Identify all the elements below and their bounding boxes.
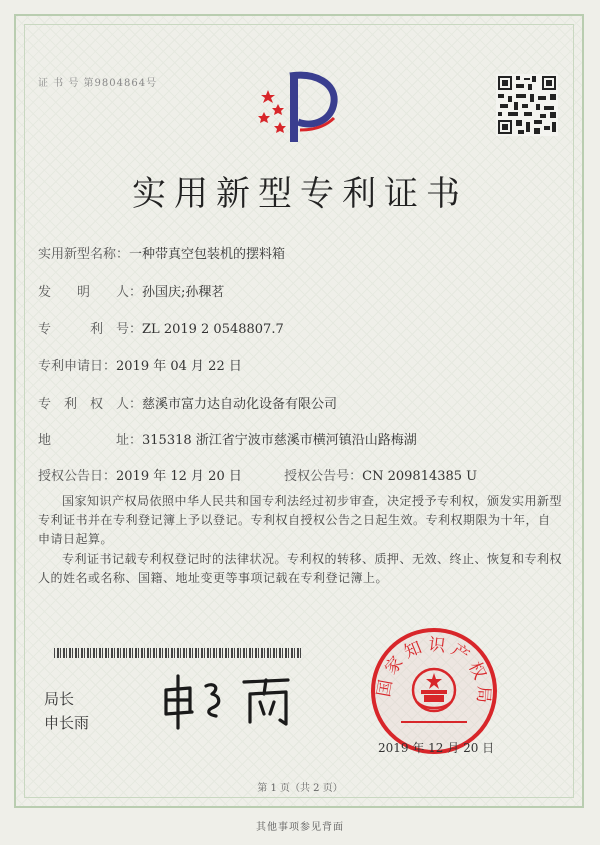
field-label: 专 利 号： [38,322,143,337]
field-inventor [38,281,224,300]
field-patentee [38,393,337,412]
announcement-number-label: 授权公告号： [284,469,363,484]
field-value: 315318 浙江省宁波市慈溪市横河镇沿山路梅湖 [142,433,417,448]
field-label: 专利申请日： [38,359,117,374]
announcement-number-value: CN 209814385 U [362,469,478,484]
field-label: 专 利 权 人： [38,397,143,412]
qr-code-icon [496,74,558,136]
field-label: 实用新型名称： [38,247,130,262]
field-value: 一种带真空包装机的摆料箱 [129,247,286,262]
seal-date: 2019 年 12 月 20 日 [378,741,495,755]
certificate-title: 实用新型专利证书 [132,174,468,214]
field-application-date [38,355,242,374]
page-number: 第 1 页（共 2 页） [257,783,343,794]
certificate-number: 证 书 号 第9804864号 [38,78,158,89]
seal-text: 国家知识产权局 [373,634,494,709]
director-title: 局长 [44,690,75,708]
field-announcement [38,465,477,484]
field-value: 慈溪市富力达自动化设备有限公司 [142,397,338,412]
field-address [38,429,417,448]
official-seal [369,626,499,756]
grant-statement: 国家知识产权局依照中华人民共和国专利法经过初步审查，决定授予专利权，颁发实用新型专利证书并在专利登记簿上予以登记。专利权自授权公告之日起生效。专利权期限为十年，自申请日起算。 [38,494,563,546]
field-patent-number [38,318,284,337]
announcement-date-label: 授权公告日： [38,469,117,484]
barcode-icon [54,648,302,658]
field-value: 2019 年 04 月 22 日 [116,359,242,374]
director-name: 申长雨 [44,714,90,732]
field-value: 孙国庆;孙稞茗 [142,285,225,300]
footer-note: 其他事项参见背面 [256,822,344,833]
field-label: 发 明 人： [38,285,143,300]
director-signature [160,672,310,732]
legal-status-statement: 专利证书记载专利权登记时的法律状况。专利权的转移、质押、无效、终止、恢复和专利权人的姓名或名称、国籍、地址变更等事项记载在专利登记簿上。 [38,552,563,585]
field-utility-model-name [38,243,285,262]
field-value: ZL 2019 2 0548807.7 [142,322,284,337]
field-label: 地 址： [38,433,143,448]
patent-logo-icon [256,70,356,146]
announcement-date-value: 2019 年 12 月 20 日 [116,469,242,484]
